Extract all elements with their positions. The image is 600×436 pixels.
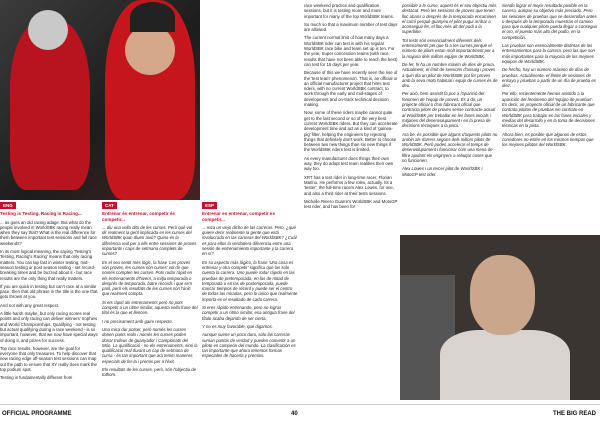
paragraph: Top race results, however, are the goal for everyone that only treasures. To help discover that new racing edge off-season test sessions can map out the path to ensure that XY really does mark the top podium spot.	[0, 345, 97, 373]
language-tag-eng: ENG	[0, 202, 16, 209]
paragraph: Els resultats de les curses, però, són l'objectiu de tothom.	[102, 367, 196, 378]
heading-cat: Entrenar és entrenar, competir és competir...	[102, 211, 176, 222]
paragraph: Aunque suene un poco duro, solo las carreras suman puntos de verdad y pueden convertir a un piloto en campeón del mundo. La clasificación es tan importante que ahora tenemos formas especiales de hacerla y premios.	[202, 332, 296, 359]
page-number: 40	[291, 411, 298, 417]
paragraph: Tot tests són essencialment diferents dels entrenaments pel que fa a les curses perquè el número de pilots estan molt importantment per a la majoria dels millors equips de WorldSBK.	[402, 37, 495, 59]
paragraph: Por ello, recientemente hemos asistido a la aparición del fenómeno del 'equipo de pruebas'. Es decir, un proyecto oficial de un fabricante que contrata pilotos de pruebas sin contrato en WorldSBK para trabajar en las fases iniciales y medias del desarrollo y en la toma de decisiones técnicas en la pista.	[502, 91, 595, 129]
paragraph: In its most logical meaning, the saying 'Testing's Testing, Racing's Racing' means that only racing matters. You can lap fast in winter testing, mid-season testing or post season testing - set record-breaking times and be buzzed about it - but race results are the only thing that really matters.	[0, 249, 96, 281]
paragraph: Testing is fundamentally different from	[0, 375, 73, 381]
paragraph: possible a le curse, aquest és el seu objectiu més destacat. Però les sessions de proves que tenen lloc abans o després de la temporada encaminen el camí perquè guanyeu el pilot pugui arribar a aconseguir fer, el lloc més alt del podi a la superbike.	[402, 3, 497, 35]
heading-eng: Testing is Testing, Racing is Racing...	[0, 211, 82, 217]
paragraph: ... reza un viejo dicho de las carreras. Pero, ¿qué quiere decir realmente la gente que está involucrada en las carreras del WorldSBK? ¿Cuál es para ellos la verdadera diferencia entre una sesión de entrenamiento importante y la carrera en sí?	[202, 224, 297, 257]
column-spanish-continued	[502, 3, 598, 231]
column-english	[0, 202, 98, 384]
riders-photo	[0, 0, 200, 200]
paragraph: A little harsh maybe, but only racing scores real points and only racing can deliver winners' trophies and World Championships. Qualifying - not testing but actual qualifying during a race weekend - is so important, however, that we now have special ways of doing it, and prizes for success.	[0, 311, 98, 343]
paragraph: And not with any great respect.	[0, 302, 60, 308]
paragraph: ... diu una vella dita de les curses. Però què vol dir realment la gent implicada en les curses del WorldSBK quan diuen això? Quina és la diferència real per a ells entre sessions de proves importants i caps de setmana complets de curses?	[102, 224, 197, 257]
language-tag-esp: ESP	[202, 202, 217, 209]
paragraph: Michelle Rinero Guarre's WorldSBK and MotoGP test rider, and has been for	[304, 198, 398, 210]
rider-portrait-photo	[400, 235, 600, 400]
footer-section: THE BIG READ	[552, 411, 596, 417]
paragraph: XRT has a test rider in long-time racer, Florian Marino. He performs a few roles, actually. Its a 'tester', the full-time racers Alex Lowes, for one, and also a third rider at their tests sessions.	[304, 174, 395, 196]
language-tag-cat: CAT	[102, 202, 117, 209]
paragraph: Per això, hem assistit fa poc a l'aparició del fenomen de l'equip de proves. És a dir, un projecte oficial o d'un fabricant oficial que contracta pilots de proves sense contracte actual al WorldSBK per treballar en les fases inicials i mitjanes del desenvolupament i en la presa de decisions tècniques a la pista.	[402, 91, 496, 129]
column-spanish	[202, 202, 298, 362]
paragraph: I no precisament amb gaire respecte.	[102, 318, 173, 324]
paragraph: Si eres rápido entrenando, pero no logras competir a un ritmo similar, esa antigua frase del título acaba dejando de ser cierta.	[202, 305, 295, 321]
column-catalan-continued	[402, 3, 498, 180]
paragraph: Ahora bien, es posible que algunos de estos corredores no estén en los mismos tiempos que los mejores pilotos del WorldSBK.	[502, 131, 594, 148]
paragraph: De hecho, hay un número máximo de días de pruebas. Actualmente, el límite de sesiones de ensayo y pruebas a partir de un día de prueba es diez.	[502, 67, 596, 89]
paragraph: De fet, hi ha un nombre màxim de dies de prova. Actualment, el límit de sessions d'assaig i proves a quin dia un pilot de WorldSBK pot fer proves amb la seva moto habitual i equip de curses és de deu.	[402, 61, 498, 89]
paragraph: Una mica dur potser, però només les curses donen punts reals i només les curses poden donar trofeus de guanyador i Campionats del Món. La qualificació - no els entrenaments, sinó la qualificació real durant un cap de setmana de cursa - és tan important que ara tenim maneres especials de fer-la i premis per a l'èxit.	[102, 326, 198, 364]
paragraph: Now, some of these riders maybe cannot quite get to the last second or so of the very best current WorldSBK riders. But they can accelerate development time and act as a kind of 'guinea-pig' filter, helping the engineers by rejecting things that definitely don't work. Better to choose between two new things than six new things if the WorldSBK riders test is limited.	[304, 110, 398, 153]
column-english-continued	[304, 3, 398, 212]
paragraph: The current normal limit of how many days a WorldSBK rider can test is with his regular WorldSBK race bike and team set up is ten. For the year, Super concession teams (with race results that have not been able to reach the best) can test for 15 days per year.	[304, 35, 398, 67]
paragraph: Las pruebas son esencialmente distintas de los entrenamientos para la carrera, pero las que son más importantes para la mayoría de los mejores equipos de WorldSBK.	[502, 43, 595, 64]
paragraph: So much so that a maximum number of test days are allowed.	[304, 21, 398, 33]
column-catalan	[102, 202, 198, 381]
paragraph: race weekend practice and qualification sessions, but it is testing more and more important for many of the top WorldSBK teams.	[304, 3, 394, 19]
paragraph: Alex Lowes i un tercer pilot de WorldSBK i MotoGP test rider.	[402, 166, 483, 177]
paragraph: Si ets ràpid als entrenaments però no pots competir a un ritme similar, aquesta vella frase del títol és la que et llencen.	[102, 299, 198, 316]
paragraph: As every manufacturer does things their own way, they do adopt test team realities their own way too.	[304, 155, 394, 172]
paragraph: En el seu sentit més lògic, la frase 'Les proves són proves, les curses són curses' vol dir que només compten les curses. Pots rodar ràpid en els entrenaments d'hivern, a mitja temporada o després de temporada, batre rècords i que se'n parli, però els resultats de les curses són l'únic que realment compta.	[102, 259, 193, 297]
paragraph: ... as goes an old racing adage. But what do the people involved in WorldSBK racing really mean when they say that? What is the real difference for them between important test sessions and full race weekends?	[0, 219, 97, 246]
paragraph: Ara bé, és possible que alguns d'aquests pilots no arribin als darrers segons dels millors pilots de WorldSBK. Però poden accelerar el temps de desenvolupament i funcionar com una mena de filtre ajudant els enginyers a rebutjar coses que no funcionen.	[402, 131, 498, 164]
paragraph: Because of this we have recently seen the rise of the 'test team' phenomenon. That is, an official or an official manufacturer project that hires test riders, with no current WorldSBK contract, to work through the early and mid-stages of development and on-track technical decision making.	[304, 70, 398, 108]
footer-publication: OFFICIAL PROGRAMME	[2, 411, 72, 417]
paragraph: En su aspecto más lógico, la frase 'Una cosa es entrenar y otra competir' significa que las solo cuenta la carrera. Uno puede rodar rápido en las pruebas de pretemporada, en las de mitad de temporada o en las de postemporada, puede marcar tiempos de récord y puede ser el centro de todas las miradas, pero lo único que realmente importa es el resultado de cada carrera.	[202, 259, 298, 302]
paragraph: If you are quick in testing but can't race at a similar pace, then that old phrase in the title is the one that gets thrown at you.	[0, 283, 98, 300]
paragraph: Y no es muy favorable, que digamos.	[202, 323, 273, 329]
page-footer	[0, 404, 600, 427]
heading-esp: Entrenar es entrenar, competir es competir...	[202, 211, 276, 222]
paragraph: siendo lograr el mejor resultado posible en la carrera, aunque su objetivo más preciado. Pero las sesiones de pruebas que se desarrollan antes o después de la temporada muestran el camino para que cualquier piloto pueda llegar a conseguir el oro, el puesto más alto del podio, en la competición.	[502, 3, 598, 40]
